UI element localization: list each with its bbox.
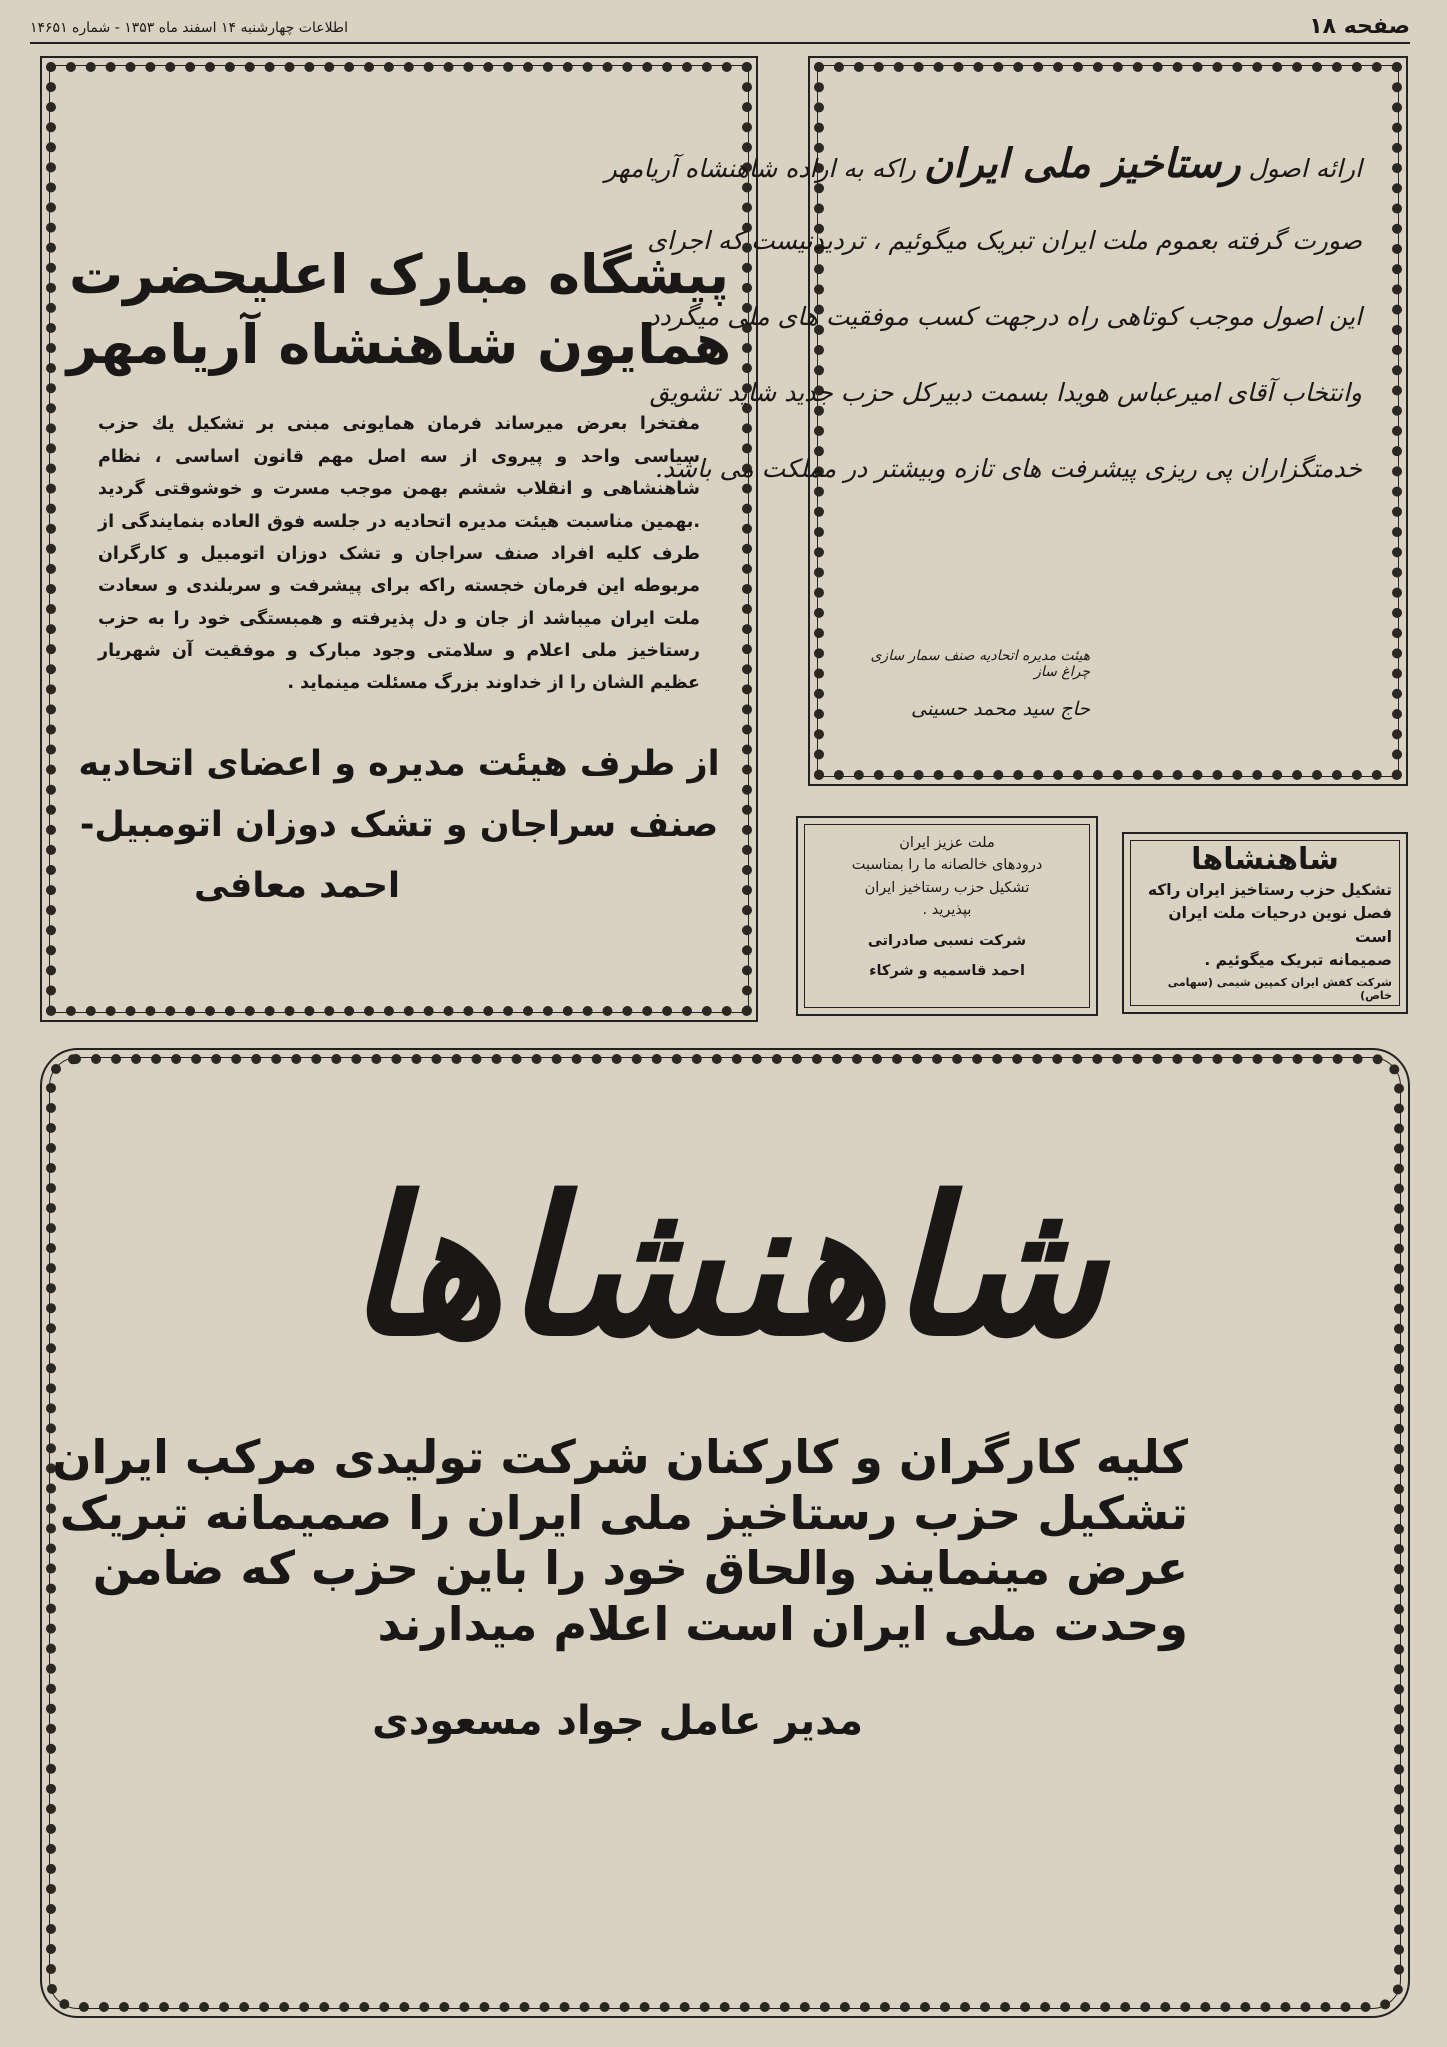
- page-header: [30, 14, 1410, 44]
- royal-signature-block: [64, 734, 734, 918]
- morakab-line-1: کلیه کارگران و کارکنان شرکت تولیدی مرکب ایران: [52, 1430, 1188, 1484]
- morakab-body: [52, 1430, 1188, 1653]
- royal-title-line-2: همایون شاهنشاه آریامهر: [66, 313, 732, 377]
- nasabi-line-4: بپذیرید .: [922, 902, 972, 919]
- iranshoe-company: شرکت کفش ایران کمپین شیمی (سهامی خاص): [1167, 976, 1392, 1002]
- iranshoe-line-2: فصل نوین درحیات ملت ایران است: [1168, 904, 1392, 946]
- paper-issue-info: اطلاعات چهارشنبه ۱۴ اسفند ماه ۱۳۵۳ - شماره ۱۴۶۵۱: [30, 20, 348, 36]
- nasabi-line-1: ملت عزیز ایران: [899, 835, 995, 851]
- morakab-calligraphy-title: شاهنشاها: [344, 1155, 1106, 1378]
- nasabi-company: شرکت نسبی صادراتی: [867, 932, 1027, 949]
- iranshoe-line-1: تشکیل حزب رستاخیز ایران راکه: [1147, 881, 1392, 899]
- rastakhiz-principles-ad: [604, 56, 1408, 786]
- iranshoe-body: [1138, 879, 1392, 972]
- principles-signature: [850, 648, 1090, 720]
- morakab-iran-ad: [40, 1048, 1410, 2018]
- principles-line-5: خدمتگزاران پی ریزی پیشرفت های تازه وبیشتر در مملکت می باشد.: [654, 454, 1362, 483]
- principles-line-1-start: ارائه اصول: [1248, 154, 1362, 183]
- iranshoe-title: شاهنشاها: [1191, 842, 1339, 877]
- morakab-line-2: تشکیل حزب رستاخیز ملی ایران را صمیمانه تبریک: [59, 1485, 1188, 1540]
- principles-line-3: این اصول موجب کوتاهی راه درجهت کسب موفقیت های ملی میگردد: [648, 302, 1362, 331]
- royal-address-ad: [40, 56, 758, 1022]
- nasabi-export-ad: [796, 816, 1098, 1016]
- nasabi-line-3: تشکیل حزب رستاخیز ایران: [864, 879, 1030, 896]
- nasabi-partners: احمد قاسمیه و شرکاء: [869, 963, 1025, 980]
- royal-sign-line-2: صنف سراجان و تشک دوزان اتومبیل-: [79, 805, 719, 845]
- principles-line-1-big: رستاخیز ملی ایران: [923, 140, 1241, 187]
- principles-line-2: صورت گرفته بعموم ملت ایران تبریک میگوئیم ، تردیدنیست که اجرای: [647, 226, 1362, 255]
- page-number: صفحه ۱۸: [1309, 14, 1410, 39]
- royal-body-text: مفتخرا بعرض میرساند فرمان همایونی مبنی بر تشکیل یك حزب سیاسی واحد و پیروی از سه اصل مهم قانون اساسی ، نظام شاهنشاهی و انقلاب ششم بهمن موجب مسرت و خوشوقتی گردید .بهمین مناسبت هیئت مدیره اتحادیه در جلسه فوق العاده بنمایندگی از طرف کلیه افراد صنف سراجان و تشک دوزان اتومبیل و کارگران مربوطه این فرمان خجسته راکه برای پیشرفت و سربلندی و سعادت ملت ایران میباشد از جان و دل پذیرفته و همبستگی خود را به حزب رستاخیز ملی اعلام و سلامتی وجود مبارک و موفقیت آن شهریار عظیم الشان را از خداوند بزرگ مسئلت مینماید .: [98, 414, 700, 694]
- iran-shoe-ad: [1122, 832, 1408, 1014]
- principles-signature-union: هیئت مدیره اتحادیه صنف سمار سازی چراغ ساز: [870, 648, 1090, 680]
- morakab-line-4: وحدت ملی ایران است اعلام میدارند: [377, 1596, 1188, 1651]
- nasabi-line-2: درودهای خالصانه ما را بمناسبت: [851, 857, 1043, 874]
- principles-signature-name: حاج سید محمد حسینی: [911, 698, 1090, 720]
- royal-title-line-1: پیشگاه مبارک اعلیحضرت: [68, 243, 730, 306]
- principles-line-4: وانتخاب آقای امیرعباس هویدا بسمت دبیرکل حزب جدید شاید تشویق: [649, 378, 1362, 407]
- royal-author: احمد معافی: [194, 866, 400, 907]
- iranshoe-line-3: صمیمانه تبریک میگوئیم .: [1204, 950, 1392, 969]
- royal-sign-line-1: از طرف هیئت مدیره و اعضای اتحادیه: [78, 743, 720, 784]
- morakab-signoff: مدیر عامل جواد مسعودی: [372, 1698, 863, 1744]
- morakab-line-3: عرض مینمایند والحاق خود را باین حزب که ضامن: [92, 1541, 1188, 1596]
- principles-line-1-end: راکه به اراده شاهنشاه آریامهر: [604, 154, 916, 183]
- principles-line-1: [604, 140, 1362, 188]
